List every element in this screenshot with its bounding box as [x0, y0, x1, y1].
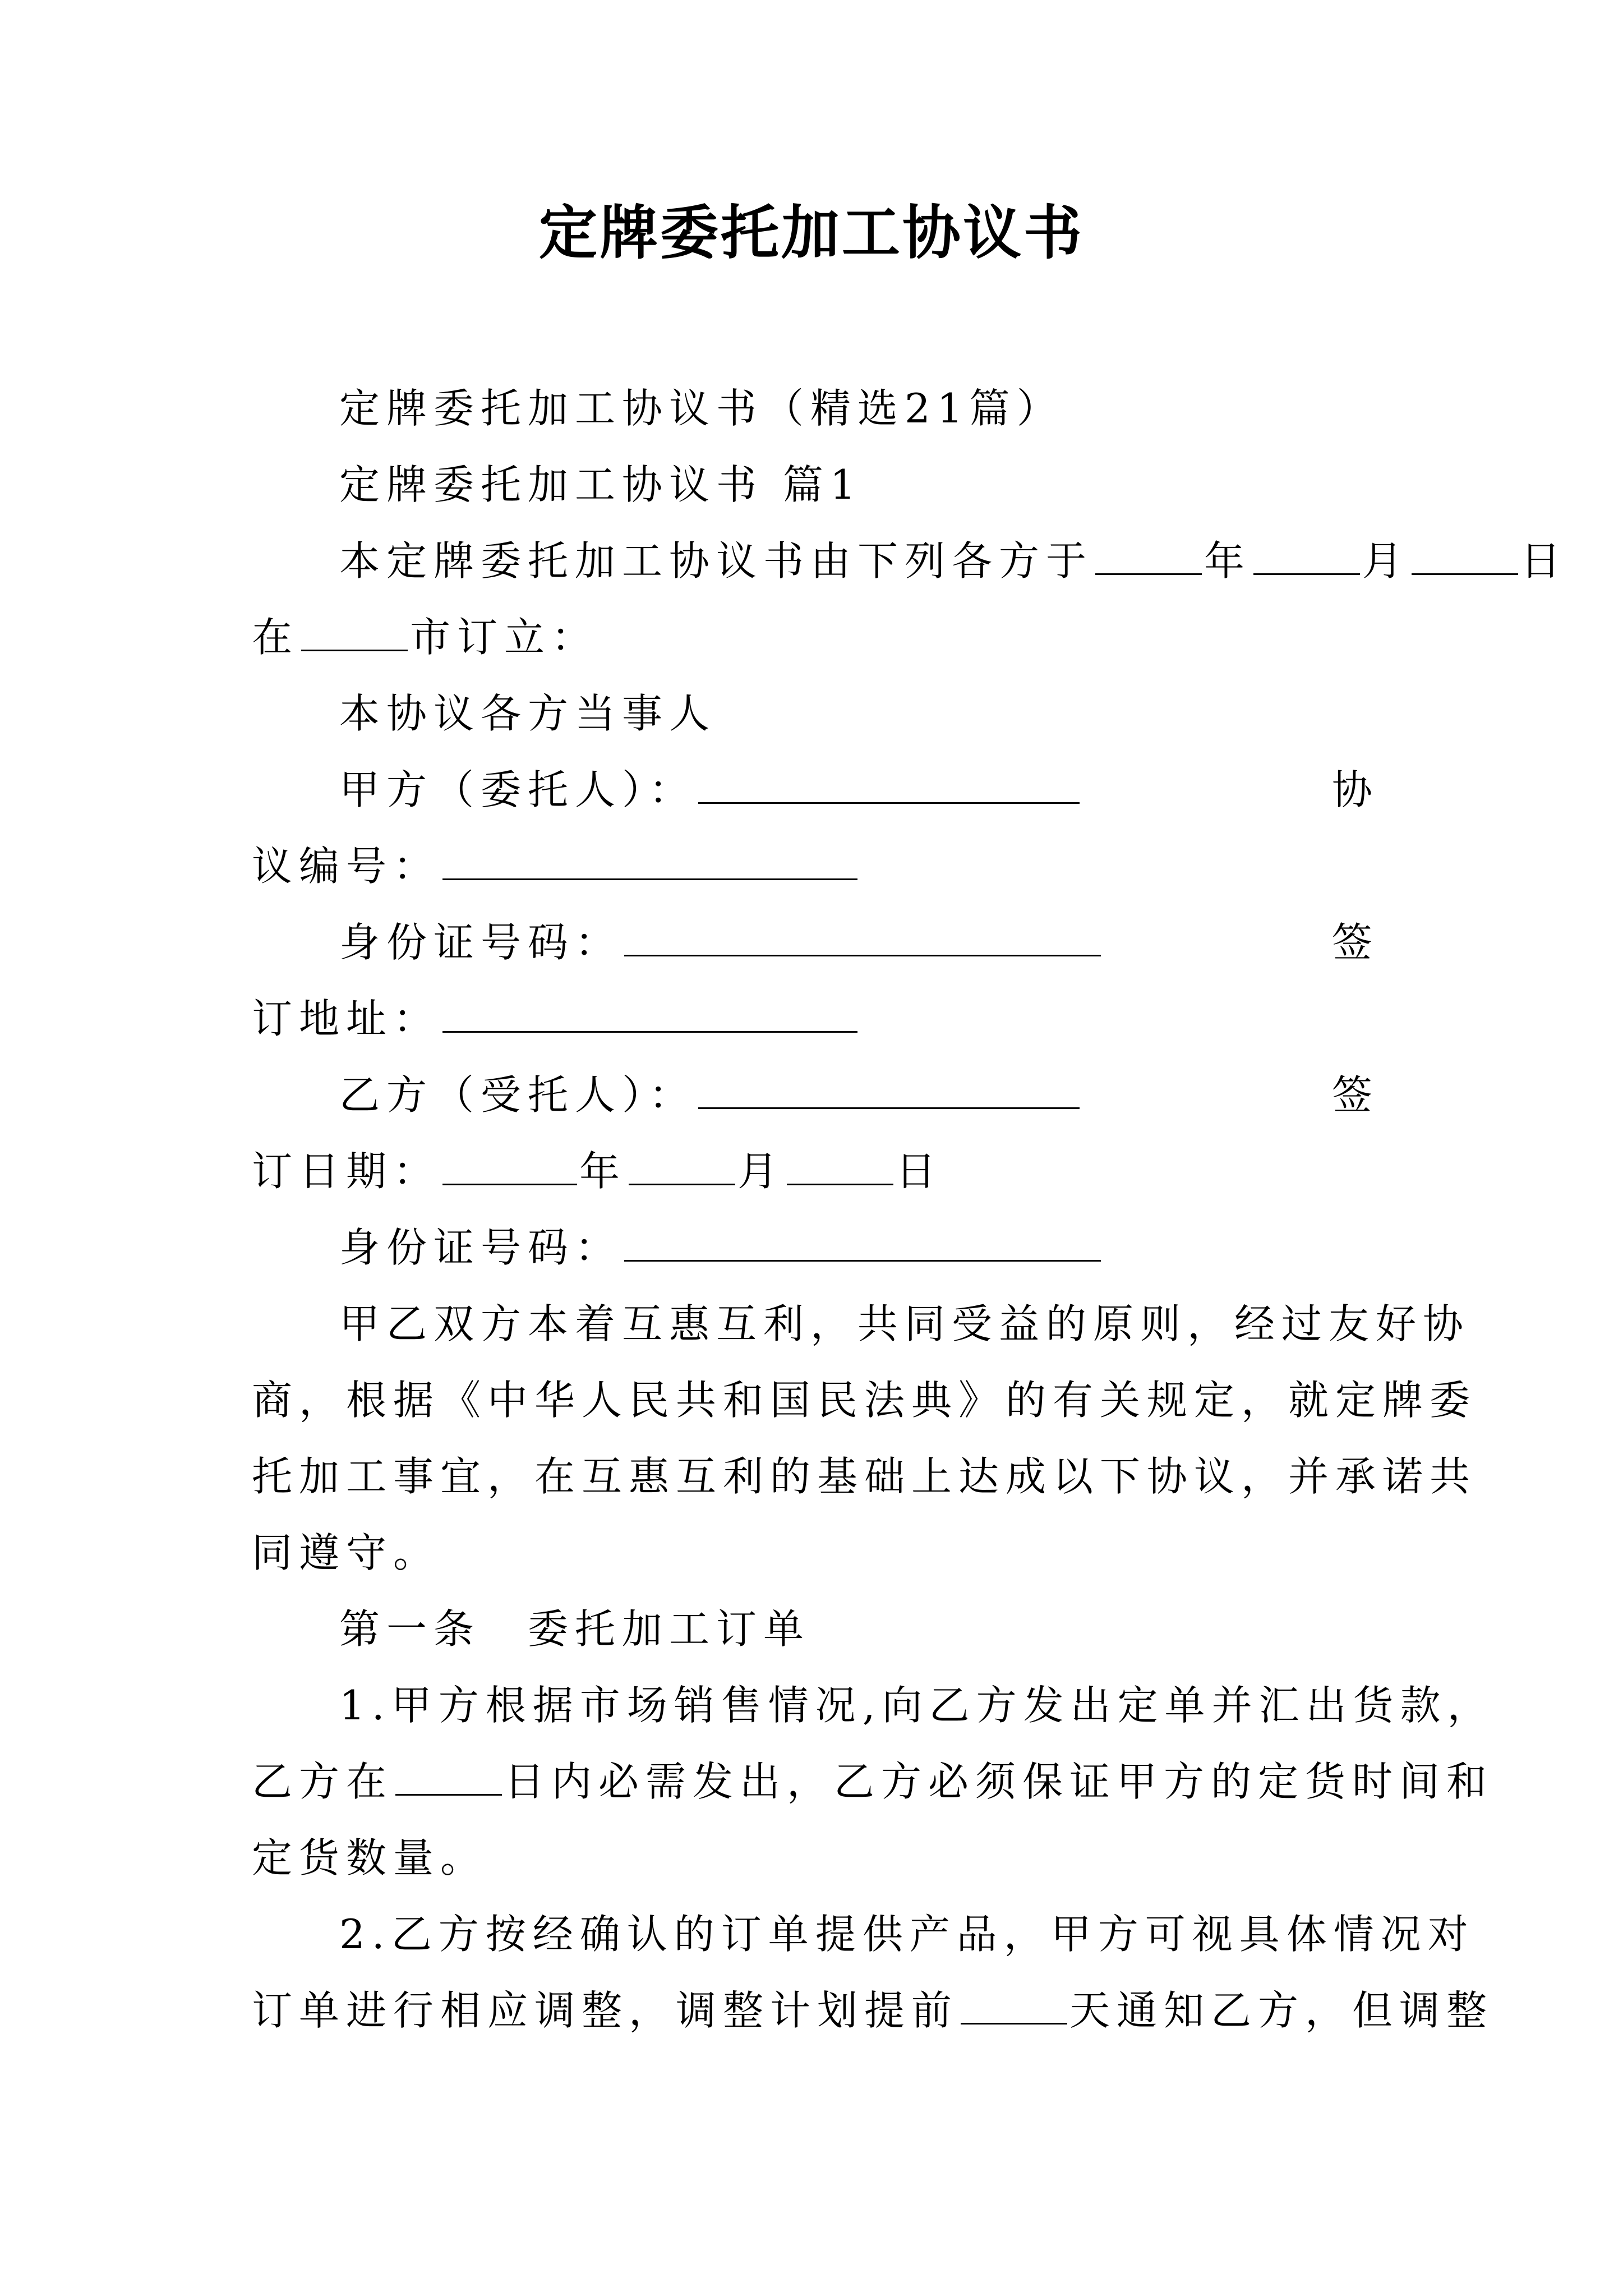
blank-sign-day	[787, 1151, 893, 1185]
paragraph-line: 2.乙方按经确认的订单提供产品，甲方可视具体情况对	[339, 1911, 1475, 1958]
paragraph-line: 订单进行相应调整，调整计划提前 天通知乙方，但调整	[252, 1987, 1494, 2034]
blank-sign-month	[629, 1151, 735, 1185]
blank-sign-year	[442, 1151, 577, 1185]
form-line-address: 订地址：	[252, 981, 1379, 1057]
blank-id-a	[624, 922, 1101, 956]
blank-days	[395, 1761, 502, 1796]
paragraph-line: 本协议各方当事人	[339, 690, 717, 737]
form-line-date: 订日期： 年 月 日	[252, 1148, 943, 1195]
form-line-id-a: 身份证号码： 签	[339, 919, 1379, 966]
blank-id-b	[624, 1227, 1101, 1262]
blank-address	[442, 999, 857, 1033]
subtitle-line: 定牌委托加工协议书（精选21篇）	[339, 385, 1064, 432]
blank-year	[1095, 541, 1202, 575]
section-heading: 定牌委托加工协议书 篇1	[339, 461, 863, 508]
paragraph-line: 乙方在 日内必需发出，乙方必须保证甲方的定货时间和	[252, 1758, 1494, 1805]
paragraph-line: 本定牌委托加工协议书由下列各方于 年 月 日	[339, 537, 1568, 585]
paragraph-line: 1.甲方根据市场销售情况,向乙方发出定单并汇出货款，	[339, 1682, 1495, 1729]
paragraph-line: 商，根据《中华人民共和国民法典》的有关规定，就定牌委	[252, 1377, 1477, 1424]
form-line-agreement-no: 议编号：	[252, 828, 1379, 904]
paragraph-line: 甲乙双方本着互惠互利，共同受益的原则，经过友好协	[339, 1300, 1470, 1347]
blank-day	[1412, 541, 1518, 575]
form-line-id-b: 身份证号码：	[252, 1209, 1379, 1286]
blank-party-a	[698, 770, 1080, 804]
article-heading: 第一条 委托加工订单	[339, 1605, 811, 1653]
form-line-party-a: 甲方（委托人）： 协	[339, 766, 1379, 813]
blank-party-b	[698, 1075, 1080, 1109]
document-body	[252, 370, 1568, 2049]
blank-city	[301, 617, 408, 651]
blank-notice-days	[961, 1990, 1067, 2024]
blank-month	[1253, 541, 1360, 575]
document-title: 定牌委托加工协议书	[538, 198, 1084, 267]
form-line-party-b: 乙方（受托人）： 签	[339, 1071, 1379, 1119]
paragraph-line: 同遵守。	[252, 1529, 441, 1576]
paragraph-line: 托加工事宜，在互惠互利的基础上达成以下协议，并承诺共	[252, 1453, 1477, 1500]
paragraph-line: 在 市订立：	[252, 614, 599, 661]
paragraph-line: 定货数量。	[252, 1834, 488, 1881]
blank-agreement-no	[442, 846, 857, 880]
